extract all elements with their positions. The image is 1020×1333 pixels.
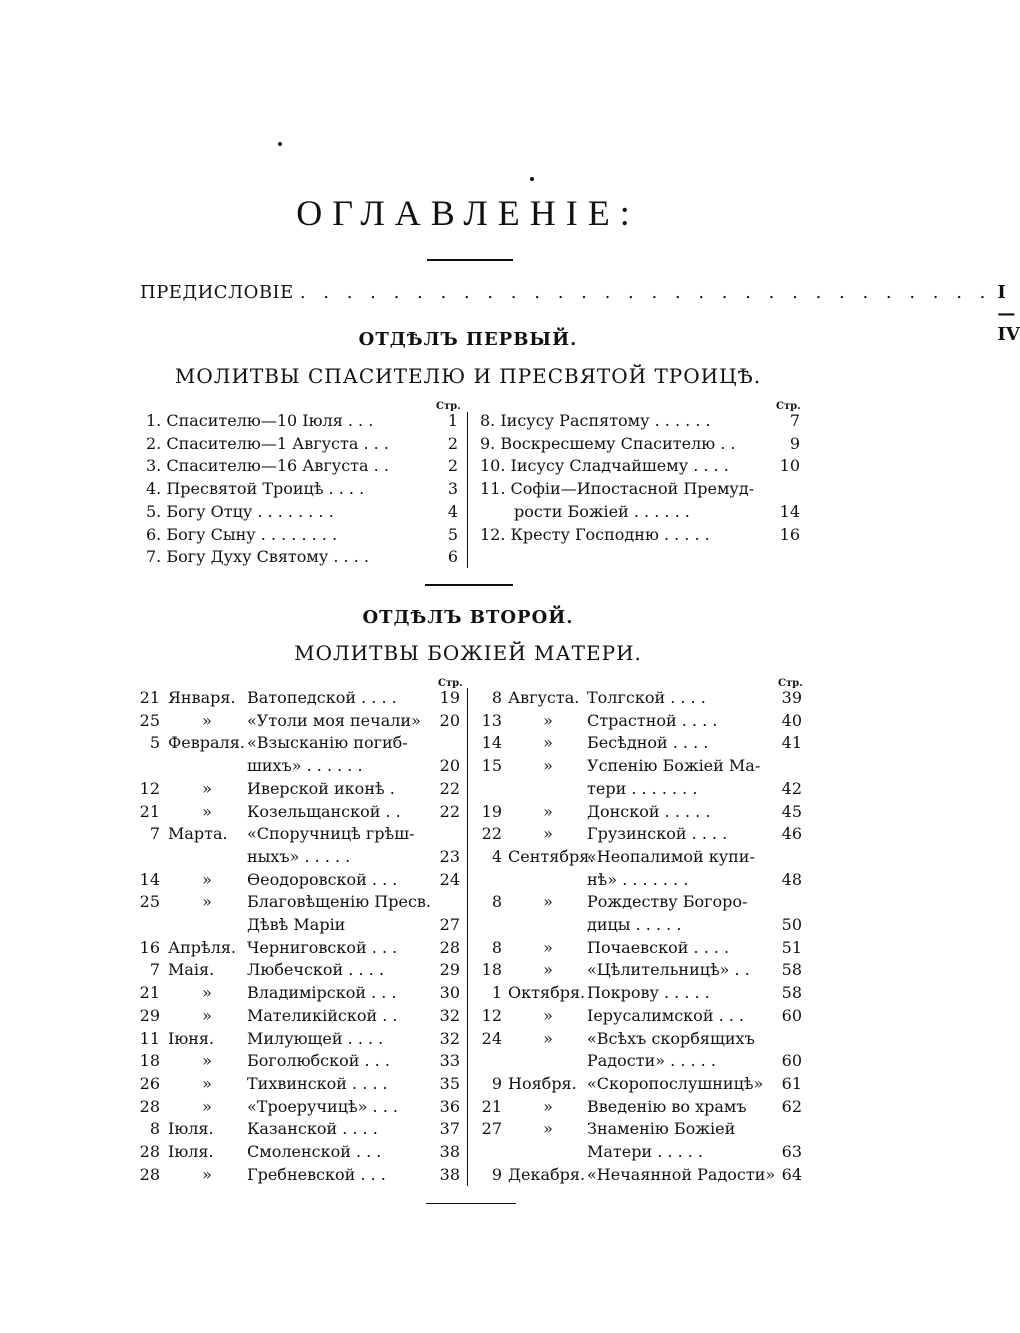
page-number: 64	[781, 1164, 802, 1184]
entry-day: 18	[139, 1051, 160, 1071]
entry-month: »	[202, 983, 212, 1003]
entry-month: Маія.	[168, 960, 215, 980]
entry-day: 18	[481, 960, 502, 980]
toc-entry: рости Божіей . . . . . .	[514, 501, 690, 521]
page-title: ОГЛАВЛЕНІЕ:	[296, 193, 640, 233]
entry-day: 8	[491, 688, 502, 707]
entry-day: 9	[491, 1073, 502, 1093]
entry-name: Козельщанской . .	[247, 801, 401, 821]
entry-month: »	[543, 960, 553, 980]
entry-month: »	[543, 733, 553, 753]
entry-day: 13	[481, 710, 502, 730]
toc-entry: 4. Пресвятой Троицѣ . . . .	[146, 479, 365, 499]
page-number: 23	[439, 846, 460, 866]
column-divider	[467, 412, 468, 568]
page-number: 50	[781, 915, 802, 934]
entry-day: 25	[139, 892, 160, 912]
print-speck	[530, 177, 534, 181]
entry-name: ныхъ» . . . . .	[247, 846, 351, 866]
entry-name: Милующей . . . .	[247, 1028, 384, 1048]
entry-day: 21	[139, 983, 160, 1003]
toc-entry: 6. Богу Сыну . . . . . . . .	[146, 524, 338, 544]
entry-day: 7	[149, 960, 160, 980]
section-divider	[425, 584, 513, 586]
page-number: 6	[447, 547, 458, 567]
page-number: 5	[447, 524, 458, 544]
entry-name: Покрову . . . . .	[587, 983, 710, 1003]
entry-month: Сентября.	[508, 846, 595, 866]
entry-month: »	[543, 1096, 553, 1116]
entry-day: 14	[139, 869, 160, 889]
page-number: 33	[439, 1051, 460, 1071]
entry-month: »	[202, 778, 212, 798]
entry-month: »	[202, 892, 212, 912]
entry-day: 24	[481, 1028, 502, 1048]
page-number: 60	[781, 1005, 802, 1025]
entry-month: »	[543, 937, 553, 957]
page-number: 61	[781, 1073, 802, 1093]
entry-name: нѣ» . . . . . . .	[587, 869, 689, 889]
entry-name: тери . . . . . . .	[587, 778, 698, 798]
bottom-divider	[426, 1203, 516, 1204]
page-number: 42	[781, 778, 802, 798]
page-number: 36	[439, 1096, 460, 1116]
entry-name: Матери . . . . .	[587, 1142, 704, 1161]
entry-month: Января.	[168, 688, 236, 707]
entry-month: Декабря.	[508, 1164, 586, 1184]
entry-day: 25	[139, 710, 160, 730]
page-number: 19	[439, 688, 460, 707]
entry-day: 12	[139, 778, 160, 798]
entry-day: 1	[491, 983, 502, 1003]
page-number: 58	[781, 960, 802, 980]
page-number: 3	[447, 479, 458, 499]
entry-name: Мателикійской . .	[247, 1005, 398, 1025]
entry-name: Почаевской . . . .	[587, 937, 730, 957]
entry-name: Грузинской . . . .	[587, 824, 728, 844]
entry-day: 28	[139, 1142, 160, 1161]
entry-name: «Всѣхъ скорбящихъ	[587, 1028, 755, 1048]
section2-subtitle: МОЛИТВЫ БОЖІЕЙ МАТЕРИ.	[294, 641, 642, 665]
page-number: 4	[447, 501, 458, 521]
toc-entry: 5. Богу Отцу . . . . . . . .	[146, 501, 334, 521]
page-number: 24	[439, 869, 460, 889]
page-number: 1	[447, 411, 458, 430]
page-number: 48	[781, 869, 802, 889]
entry-month: Іюля.	[168, 1119, 214, 1139]
page-number: 41	[781, 733, 802, 753]
page-number: 16	[779, 524, 800, 544]
entry-month: Октября.	[508, 983, 586, 1003]
page-number: 29	[439, 960, 460, 980]
entry-month: »	[543, 1005, 553, 1025]
entry-name: Бесѣдной . . . .	[587, 733, 709, 753]
page-number: 60	[781, 1051, 802, 1071]
toc-entry: 7. Богу Духу Святому . . . .	[146, 547, 369, 567]
page-number: 32	[439, 1028, 460, 1048]
entry-day: 29	[139, 1005, 160, 1025]
entry-month: »	[543, 710, 553, 730]
preface-pages: I—IV	[997, 282, 1020, 345]
entry-day: 8	[491, 892, 502, 912]
page-number: 20	[439, 710, 460, 730]
entry-month: »	[202, 1096, 212, 1116]
page-number: 22	[439, 801, 460, 821]
entry-month: Марта.	[168, 824, 228, 844]
entry-month: »	[202, 1164, 212, 1184]
toc-entry: 10. Іисусу Сладчайшему . . . .	[480, 456, 729, 476]
page-column-label: Стр.	[438, 678, 463, 689]
entry-name: Ѳеодоровской . . .	[247, 869, 398, 889]
page-number: 32	[439, 1005, 460, 1025]
entry-day: 8	[491, 937, 502, 957]
entry-name: «Неопалимой купи-	[587, 846, 755, 866]
preface-label: ПРЕДИСЛОВІЕ	[140, 282, 294, 303]
entry-name: «Цѣлительницѣ» . .	[587, 960, 750, 980]
page-number: 40	[781, 710, 802, 730]
toc-entry: 9. Воскресшему Спасителю . .	[480, 433, 736, 453]
page-number: 9	[789, 433, 800, 453]
page-number: 10	[779, 456, 800, 476]
entry-name: Толгской . . . .	[587, 688, 706, 707]
entry-name: Любечской . . . .	[247, 960, 384, 980]
entry-month: »	[202, 869, 212, 889]
page-number: 63	[781, 1142, 802, 1161]
entry-day: 14	[481, 733, 502, 753]
entry-month: »	[543, 1119, 553, 1139]
entry-day: 7	[149, 824, 160, 844]
entry-day: 22	[481, 824, 502, 844]
toc-entry: 11. Софіи—Ипостасной Премуд-	[480, 479, 755, 499]
section1-title: ОТДѢЛЪ ПЕРВЫЙ.	[358, 329, 578, 350]
page-number: 2	[447, 456, 458, 476]
page-number: 28	[439, 937, 460, 957]
page-number: 62	[781, 1096, 802, 1116]
entry-day: 5	[149, 733, 160, 753]
entry-day: 21	[481, 1096, 502, 1116]
entry-month: »	[543, 1028, 553, 1048]
toc-entry: 1. Спасителю—10 Іюля . . .	[146, 411, 374, 430]
entry-month: »	[202, 710, 212, 730]
entry-name: Іерусалимской . . .	[587, 1005, 744, 1025]
page-number: 14	[779, 501, 800, 521]
section2-title: ОТДѢЛЪ ВТОРОЙ.	[362, 607, 574, 628]
entry-name: «Споручницѣ грѣш-	[247, 824, 415, 844]
entry-name: Иверской иконѣ .	[247, 778, 395, 798]
entry-month: »	[202, 1051, 212, 1071]
page-number: 58	[781, 983, 802, 1003]
title-divider	[427, 259, 513, 261]
entry-name: Введенію во храмъ	[587, 1096, 747, 1116]
page-column-label: Стр.	[776, 401, 801, 412]
page-number: 35	[439, 1073, 460, 1093]
page-number: 22	[439, 778, 460, 798]
entry-name: дицы . . . . .	[587, 915, 682, 934]
entry-name: Рождеству Богоро-	[587, 892, 748, 912]
page-number: 2	[447, 433, 458, 453]
entry-day: 28	[139, 1164, 160, 1184]
entry-day: 9	[491, 1164, 502, 1184]
print-speck	[278, 142, 282, 146]
entry-name: Благовѣщенію Пресв.	[247, 892, 431, 912]
entry-month: »	[202, 1073, 212, 1093]
entry-name: Черниговской . . .	[247, 937, 398, 957]
page-number: 38	[439, 1142, 460, 1161]
entry-month: »	[543, 756, 553, 776]
entry-month: Февраля.	[168, 733, 245, 753]
entry-month: »	[543, 801, 553, 821]
entry-name: Владимірской . . .	[247, 983, 397, 1003]
entry-name: «Утоли моя печали»	[247, 710, 421, 730]
entry-month: Августа.	[508, 688, 580, 707]
page-number: 51	[781, 937, 802, 957]
entry-name: «Взысканію погиб-	[247, 733, 408, 753]
page-number: 7	[789, 411, 800, 430]
entry-day: 11	[139, 1028, 160, 1048]
entry-month: Апрѣля.	[168, 937, 237, 957]
entry-month: »	[202, 1005, 212, 1025]
entry-name: Боголюбской . . .	[247, 1051, 390, 1071]
entry-name: Дѣвѣ Маріи	[247, 915, 346, 934]
toc-entry: 12. Кресту Господню . . . . .	[480, 524, 710, 544]
entry-day: 28	[139, 1096, 160, 1116]
entry-name: «Нечаянной Радости»	[587, 1164, 776, 1184]
entry-month: »	[543, 892, 553, 912]
entry-month: Ноября.	[508, 1073, 577, 1093]
entry-day: 4	[491, 846, 502, 866]
entry-name: Страстной . . . .	[587, 710, 718, 730]
page-number: 27	[439, 915, 460, 934]
entry-name: Тихвинской . . . .	[247, 1073, 388, 1093]
leader-dots: . . . . . . . . . . . . . . . . . . . . . . . . . . . . . .	[299, 282, 992, 303]
entry-name: Донской . . . . .	[587, 801, 711, 821]
entry-name: Казанской . . . .	[247, 1119, 378, 1139]
entry-day: 21	[139, 688, 160, 707]
page-number: 45	[781, 801, 802, 821]
page-column-label: Стр.	[436, 401, 461, 412]
section1-subtitle: МОЛИТВЫ СПАСИТЕЛЮ И ПРЕСВЯТОЙ ТРОИЦѢ.	[174, 364, 762, 388]
toc-entry: 8. Іисусу Распятому . . . . . .	[480, 411, 711, 430]
page-number: 39	[781, 688, 802, 707]
entry-name: Знаменію Божіей	[587, 1119, 736, 1139]
entry-day: 27	[481, 1119, 502, 1139]
page-number: 37	[439, 1119, 460, 1139]
entry-day: 15	[481, 756, 502, 776]
entry-name: шихъ» . . . . . .	[247, 756, 363, 776]
entry-month: »	[543, 824, 553, 844]
page-number: 38	[439, 1164, 460, 1184]
entry-day: 26	[139, 1073, 160, 1093]
column-divider	[467, 688, 468, 1186]
entry-day: 19	[481, 801, 502, 821]
page-number: 30	[439, 983, 460, 1003]
entry-name: «Троеручицѣ» . . .	[247, 1096, 398, 1116]
page-number: 46	[781, 824, 802, 844]
entry-month: Іюня.	[168, 1028, 215, 1048]
entry-name: Радости» . . . . .	[587, 1051, 716, 1071]
toc-entry: 2. Спасителю—1 Августа . . .	[146, 433, 389, 453]
entry-name: Гребневской . . .	[247, 1164, 386, 1184]
entry-name: Ватопедской . . . .	[247, 688, 397, 707]
entry-day: 8	[149, 1119, 160, 1139]
entry-month: »	[202, 801, 212, 821]
page-number: 20	[439, 756, 460, 776]
entry-day: 21	[139, 801, 160, 821]
toc-entry: 3. Спасителю—16 Августа . .	[146, 456, 389, 476]
entry-month: Іюля.	[168, 1142, 214, 1161]
entry-day: 12	[481, 1005, 502, 1025]
entry-name: Смоленской . . .	[247, 1142, 382, 1161]
page-column-label: Стр.	[778, 678, 803, 689]
entry-name: «Скоропослушницѣ»	[587, 1073, 764, 1093]
entry-day: 16	[139, 937, 160, 957]
entry-name: Успенію Божіей Ма-	[587, 756, 761, 776]
